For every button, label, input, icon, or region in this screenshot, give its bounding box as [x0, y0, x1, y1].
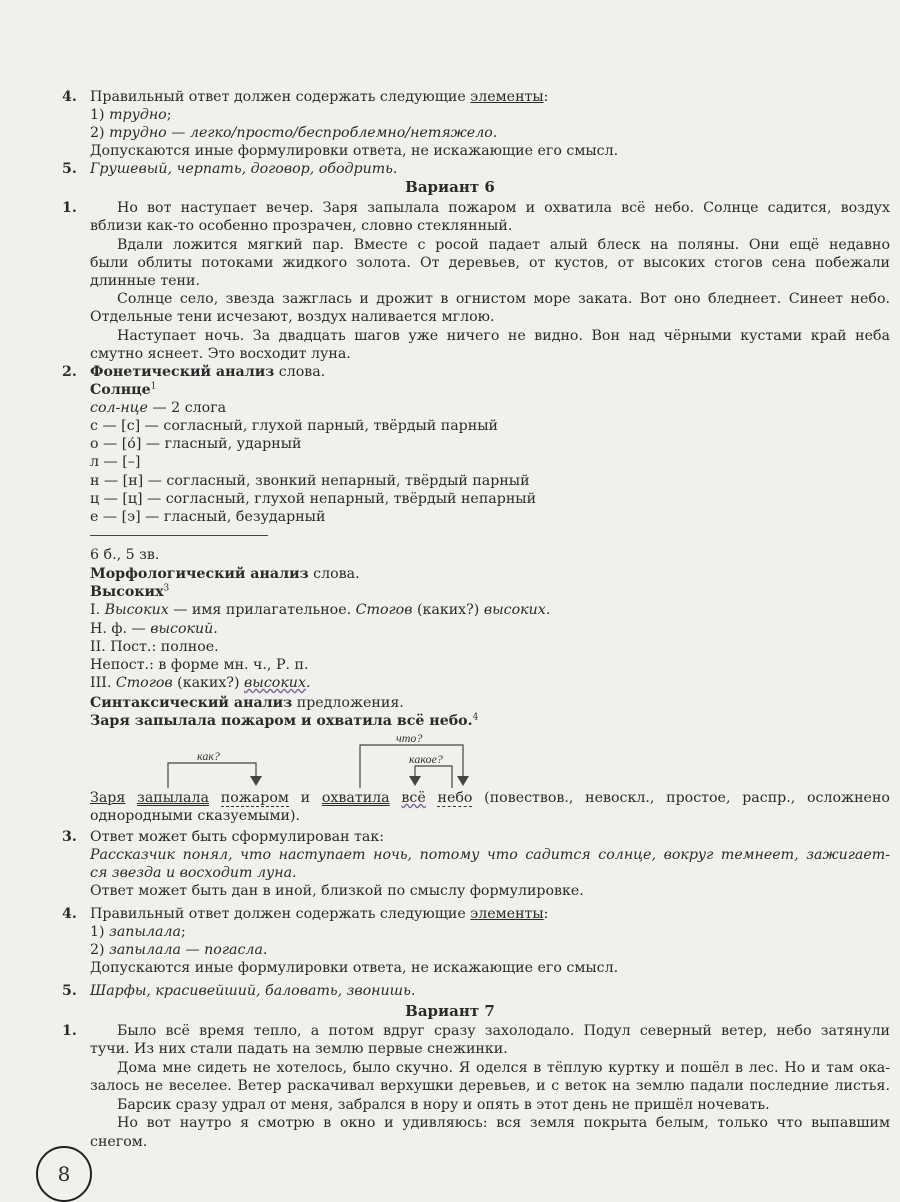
letter-sound-count: 6 б., 5 зв. [90, 547, 160, 563]
text: — 2 слога [147, 400, 227, 416]
sentence-description: однородными сказуемыми). [90, 808, 300, 824]
attribute-word: всё [401, 790, 426, 806]
arrow-head [250, 776, 262, 786]
section-heading: Морфологический анализ [90, 566, 309, 582]
paragraph-line: залось не веселее. Ветер раскачивал верхушки деревьев, и с веток на землю падали последние листья. [90, 1078, 890, 1094]
answer-text: Рассказчик понял, что наступает ночь, потому что садится солнце, вокруг темнеет, зажигает- [90, 847, 890, 863]
text: ; [166, 107, 172, 123]
subject-word: Заря [90, 790, 126, 806]
question-arrow [168, 763, 256, 788]
page-number: 8 [36, 1146, 92, 1202]
text: Ответ может быть дан в иной, близкой по смыслу формулировке. [90, 883, 584, 899]
text: — имя прилагательное. [168, 602, 356, 618]
text: Стогов [355, 602, 413, 618]
object-word: небо [437, 790, 473, 806]
phonetic-line: о — [о́] — гласный, ударный [90, 436, 302, 452]
question-label: как? [197, 749, 220, 763]
paragraph-line: Барсик сразу удрал от меня, забрался в нору и опять в этот день не пришёл ночевать. [117, 1097, 770, 1113]
analyzed-word: Высоких [90, 584, 164, 600]
item-number: 2. [62, 364, 77, 380]
item-number: 1. [62, 1023, 77, 1039]
text: II. Пост.: полное. [90, 639, 219, 655]
answer-text: Шарфы, красивейший, баловать, звонишь. [90, 983, 416, 999]
phonetic-line: л — [–] [90, 454, 141, 470]
paragraph-line: длинные тени. [90, 273, 200, 289]
text: 1) [90, 107, 110, 123]
adverbial-word: пожаром [220, 790, 289, 806]
text: 2) [90, 942, 110, 958]
footnote-mark: 3 [163, 583, 170, 594]
wavy-underlined-word: высоких [244, 675, 306, 691]
text: 1) [90, 924, 110, 940]
paragraph-line: были облиты потоками жидкого золота. От деревьев, от кустов, от высоких стогов сена побежали [90, 255, 890, 271]
section-heading: Синтаксический анализ [90, 695, 293, 711]
predicate-word: запылала [137, 790, 209, 806]
text: I. [90, 602, 105, 618]
text: высоких. [483, 602, 551, 618]
underlined-word: элементы [470, 89, 544, 105]
item-number: 1. [62, 200, 77, 216]
text: 2) [90, 125, 110, 141]
text: Стогов [115, 675, 173, 691]
answer-text: ся звезда и восходит луна. [90, 865, 297, 881]
arrow-head [409, 776, 421, 786]
text: высокий. [150, 621, 218, 637]
paragraph-line: Наступает ночь. За двадцать шагов уже ничего не видно. Вон над чёрными кустами край неба [117, 328, 890, 344]
text: трудно — легко/просто/беспроблемно/нетяжело. [109, 125, 498, 141]
paragraph-line: Вдали ложится мягкий пар. Вместе с росой падает алый блеск на поляны. Они ещё недавно [117, 237, 890, 253]
footnote-mark: 1 [150, 381, 157, 392]
phonetic-line: н — [н] — согласный, звонкий непарный, твёрдый парный [90, 473, 530, 489]
text: (каких?) [172, 675, 245, 691]
text: Допускаются иные формулировки ответа, не искажающие его смысл. [90, 143, 619, 159]
answer-text: Правильный ответ должен содержать следующие [90, 89, 471, 105]
text: Высоких [104, 602, 169, 618]
analyzed-sentence: Заря запылала пожаром и охватила всё небо. [90, 713, 473, 729]
text: (каких?) [412, 602, 484, 618]
item-number: 4. [62, 89, 77, 105]
text: трудно [109, 107, 167, 123]
arrow-head [457, 776, 469, 786]
phonetic-line: ц — [ц] — согласный, глухой непарный, твёрдый непарный [90, 491, 537, 507]
syllables: сол-нце [90, 400, 148, 416]
text: . [305, 675, 311, 691]
analyzed-word: Солнце [90, 382, 151, 398]
text: ; [180, 924, 186, 940]
paragraph-line: вблизи как-то особенно прозрачен, словно стеклянный. [90, 218, 513, 234]
paragraph-line: снегом. [90, 1134, 148, 1150]
paragraph-line: Но вот наступает вечер. Заря запылала пожаром и охватила всё небо. Солнце садится, воздух [117, 200, 890, 216]
text: предложения. [292, 695, 404, 711]
item-number: 3. [62, 829, 77, 845]
item-number: 5. [62, 161, 77, 177]
footnote-mark: 4 [472, 712, 479, 723]
paragraph-line: Отдельные тени исчезают, воздух наливается мглою. [90, 309, 495, 325]
variant-title: Вариант 7 [405, 1002, 495, 1020]
conjunction-word: и [300, 790, 311, 806]
text: слова. [274, 364, 326, 380]
paragraph-line: тучи. Из них стали падать на землю первые снежинки. [90, 1041, 508, 1057]
predicate-word: охватила [321, 790, 390, 806]
item-number: 5. [62, 983, 77, 999]
phonetic-line: с — [с] — согласный, глухой парный, твёрдый парный [90, 418, 498, 434]
question-arrow [415, 766, 452, 788]
phonetic-line: е — [э] — гласный, безударный [90, 509, 326, 525]
text: Ответ может быть сформулирован так: [90, 829, 385, 845]
paragraph-line: Солнце село, звезда зажглась и дрожит в огнистом море заката. Вот оно бледнеет. Синеет небо. [117, 291, 890, 307]
paragraph-line: Было всё время тепло, а потом вдруг сразу захолодало. Подул северный ветер, небо затянули [117, 1023, 890, 1039]
text: Н. ф. — [90, 621, 151, 637]
paragraph-line: смутно яснеет. Это восходит луна. [90, 346, 351, 362]
section-heading: Фонетический анализ [90, 364, 275, 380]
underlined-word: элементы [470, 906, 544, 922]
answer-text: Грушевый, черпать, договор, ободрить. [90, 161, 398, 177]
question-label: что? [396, 731, 423, 745]
text: : [543, 906, 549, 922]
punct: : [543, 89, 549, 105]
text: слова. [308, 566, 360, 582]
text: III. [90, 675, 116, 691]
text: запылала — погасла. [109, 942, 268, 958]
sentence-description: (повествов., невоскл., простое, распр., осложнено [484, 790, 890, 806]
text: Непост.: в форме мн. ч., Р. п. [90, 657, 309, 673]
variant-title: Вариант 6 [405, 178, 495, 196]
item-number: 4. [62, 906, 77, 922]
text: запылала [109, 924, 181, 940]
question-label: какое? [409, 752, 443, 766]
paragraph-line: Но вот наутро я смотрю в окно и удивляюсь: вся земля покрыта белым, только что выпавшим [117, 1115, 890, 1131]
text: Правильный ответ должен содержать следующие [90, 906, 471, 922]
paragraph-line: Дома мне сидеть не хотелось, было скучно. Я оделся в тёплую куртку и пошёл в лес. Но и там ока- [117, 1060, 890, 1076]
text: Допускаются иные формулировки ответа, не искажающие его смысл. [90, 960, 619, 976]
